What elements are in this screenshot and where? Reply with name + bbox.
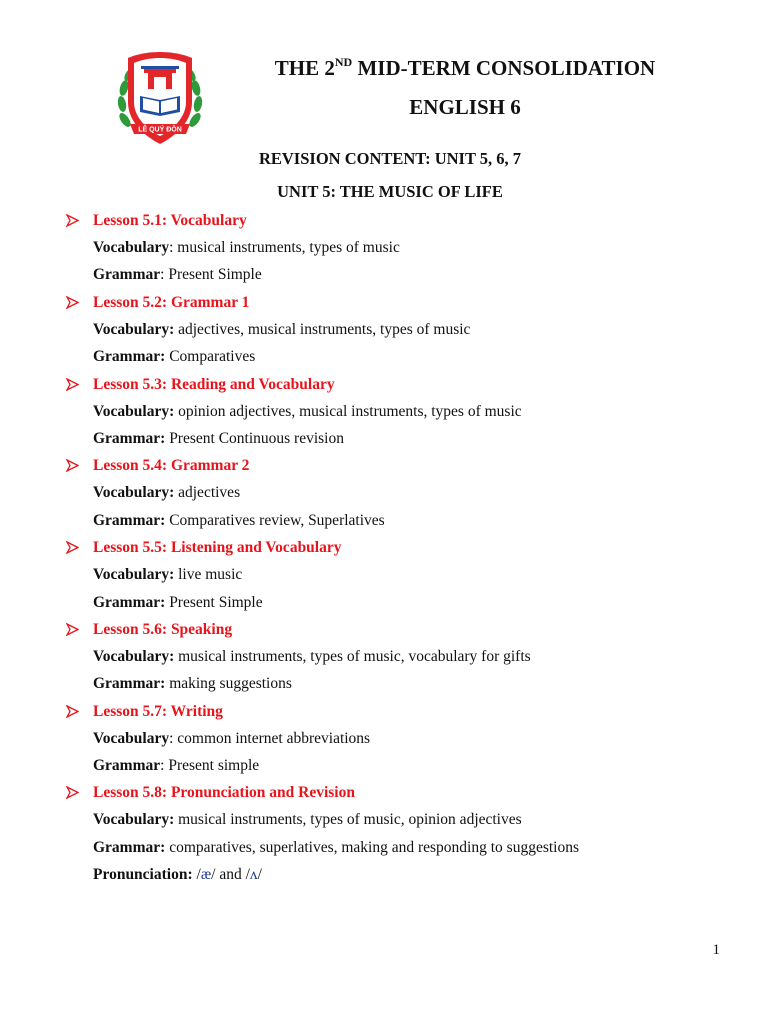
arrow-bullet-icon [66,452,82,479]
lesson-title: Lesson 5.4: Grammar 2 [0,452,768,479]
lesson-list [0,207,768,889]
vocabulary-line: Vocabulary: musical instruments, types of music, vocabulary for gifts [93,647,531,665]
page-number: 1 [712,942,720,958]
lesson-item [0,371,768,453]
lesson-title: Lesson 5.5: Listening and Vocabulary [0,534,768,561]
school-logo [110,44,210,152]
grammar-line: Grammar: comparatives, superlatives, making and responding to suggestions [93,838,579,856]
lesson-title: Lesson 5.1: Vocabulary [0,207,768,234]
revision-heading: REVISION CONTENT: UNIT 5, 6, 7 [258,149,522,168]
vocabulary-line: Vocabulary: adjectives [93,484,241,502]
vocabulary-line: Vocabulary: common internet abbreviations [93,729,371,747]
lesson-item [0,289,768,371]
vocabulary-line: Vocabulary: live music [93,566,243,584]
phonetic-symbol: ʌ [249,866,258,884]
grammar-line: Grammar: Present Simple [93,593,263,611]
logo-text: LÊ QUÝ ĐÔN [138,126,182,134]
grammar-line: Grammar: making suggestions [93,675,292,693]
vocabulary-line: Vocabulary: musical instruments, types of music, opinion adjectives [93,811,522,829]
phonetic-symbol: æ [200,866,212,884]
vocabulary-line: Vocabulary: opinion adjectives, musical instruments, types of music [93,402,522,420]
arrow-bullet-icon [66,371,82,398]
lesson-item [0,698,768,780]
lesson-item [0,452,768,534]
lesson-title: Lesson 5.3: Reading and Vocabulary [0,371,768,398]
unit-heading: UNIT 5: THE MUSIC OF LIFE [277,182,503,201]
arrow-bullet-icon [66,616,82,643]
subject-title: ENGLISH 6 [409,95,521,119]
document-title: THE 2ND MID-TERM CONSOLIDATION [274,55,656,80]
lesson-title: Lesson 5.7: Writing [0,698,768,725]
lesson-item [0,616,768,698]
arrow-bullet-icon [66,207,82,234]
pronunciation-line: Pronunciation: /æ/ and /ʌ/ [93,866,262,884]
grammar-line: Grammar: Present Continuous revision [93,429,344,447]
lesson-item [0,534,768,616]
lesson-item [0,207,768,289]
grammar-line: Grammar: Comparatives review, Superlatives [93,511,385,529]
grammar-line: Grammar: Comparatives [93,348,256,366]
vocabulary-line: Vocabulary: musical instruments, types of music [93,239,400,256]
lesson-title: Lesson 5.6: Speaking [0,616,768,643]
grammar-line: Grammar: Present Simple [93,266,262,284]
lesson-title: Lesson 5.2: Grammar 1 [0,289,768,316]
vocabulary-line: Vocabulary: adjectives, musical instruments, types of music [93,320,471,338]
lesson-title: Lesson 5.8: Pronunciation and Revision [0,779,768,806]
arrow-bullet-icon [66,698,82,725]
lesson-item [0,779,768,888]
grammar-line: Grammar: Present simple [93,757,260,775]
arrow-bullet-icon [66,534,82,561]
arrow-bullet-icon [66,779,82,806]
arrow-bullet-icon [66,289,82,316]
